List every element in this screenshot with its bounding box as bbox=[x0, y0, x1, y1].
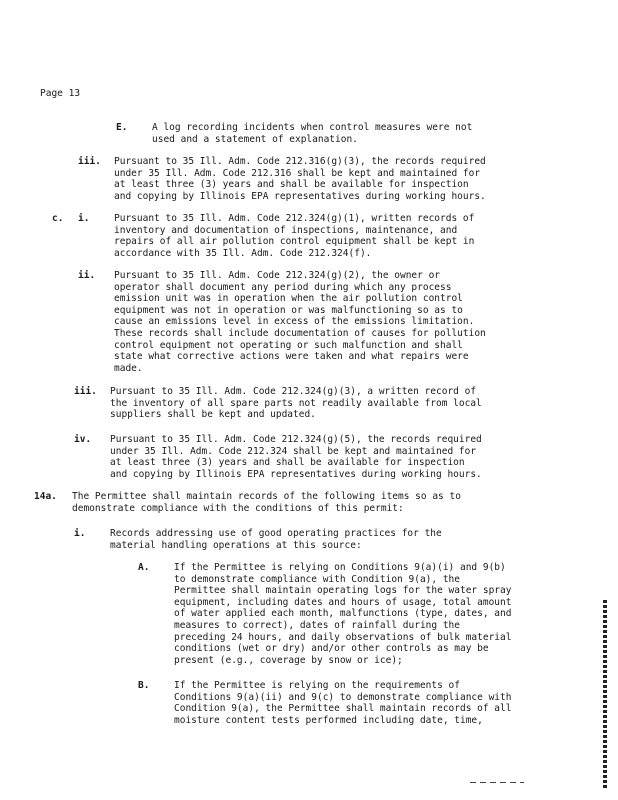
item-c-i-text: Pursuant to 35 Ill. Adm. Code 212.324(g)(1), written records of inventory and documentation of inspections, maintenance, and repairs of all air pollution control equipment shall be kept in accordance with 35 Ill. Adm. Code 212.324(f). bbox=[114, 213, 475, 259]
item-c-iv-text: Pursuant to 35 Ill. Adm. Code 212.324(g)(5), the records required under 35 Ill. Adm. Code 212.324 shall be kept and maintained for at least three (3) years and shall be available for inspection and copying by Illinois EPA representatives during working hours. bbox=[110, 434, 482, 480]
scan-dash-mark bbox=[470, 782, 524, 783]
item-A-text: If the Permittee is relying on Conditions 9(a)(i) and 9(b) to demonstrate compliance with Condition 9(a), the Permittee shall maintain operating logs for the water spray equipment, including dates and hours of usage, total amount of water applied each month, malfunctions (type, dates, and measures to correct), dates of rainfall during the preceding 24 hours, and daily observations of bulk material conditions (wet or dry) and/or other controls as may be present (e.g., coverage by snow or ice); bbox=[174, 562, 512, 666]
item-marker-c-iv: iv. bbox=[74, 434, 92, 445]
item-marker-14a-i: i. bbox=[74, 528, 86, 539]
item-marker-14a: 14a. bbox=[34, 491, 57, 502]
page-number: Page 13 bbox=[40, 88, 81, 99]
item-marker-A: A. bbox=[138, 562, 150, 573]
scan-edge-mark bbox=[603, 600, 607, 790]
item-marker-c-iii: iii. bbox=[74, 386, 97, 397]
item-14a-text: The Permittee shall maintain records of the following items so as to demonstrate compliance with the conditions of this permit: bbox=[72, 491, 461, 514]
item-marker-iii-b: iii. bbox=[78, 156, 101, 167]
item-B-text: If the Permittee is relying on the requirements of Conditions 9(a)(ii) and 9(c) to demonstrate compliance with Condition 9(a), the Permittee shall maintain records of all moisture content tests performed including date, time, bbox=[174, 680, 512, 726]
item-c-ii-text: Pursuant to 35 Ill. Adm. Code 212.324(g)(2), the owner or operator shall document any period during which any process emission unit was in operation when the air pollution control equipment was not in operation or was malfunctioning so as to cause an emissions level in excess of the emissions limitation. These records shall include documentation of causes for pollution control equipment not operating or such malfunction and shall state what corrective actions were taken and what repairs were made. bbox=[114, 270, 486, 374]
item-c-iii-text: Pursuant to 35 Ill. Adm. Code 212.324(g)(3), a written record of the inventory of all spare parts not readily available from local suppliers shall be kept and updated. bbox=[110, 386, 482, 421]
item-marker-c-i: i. bbox=[78, 213, 90, 224]
item-iii-b-text: Pursuant to 35 Ill. Adm. Code 212.316(g)(3), the records required under 35 Ill. Adm. Code 212.316 shall be kept and maintained for at least three (3) years and shall be available for inspection and copying by Illinois EPA representatives during working hours. bbox=[114, 156, 486, 202]
item-marker-E: E. bbox=[116, 122, 128, 133]
item-marker-c-ii: ii. bbox=[78, 270, 96, 281]
item-E-text: A log recording incidents when control measures were not used and a statement of explanation. bbox=[152, 122, 473, 145]
item-marker-B: B. bbox=[138, 680, 150, 691]
item-marker-c: c. bbox=[52, 213, 64, 224]
item-14a-i-text: Records addressing use of good operating practices for the material handling operations at this source: bbox=[110, 528, 442, 551]
